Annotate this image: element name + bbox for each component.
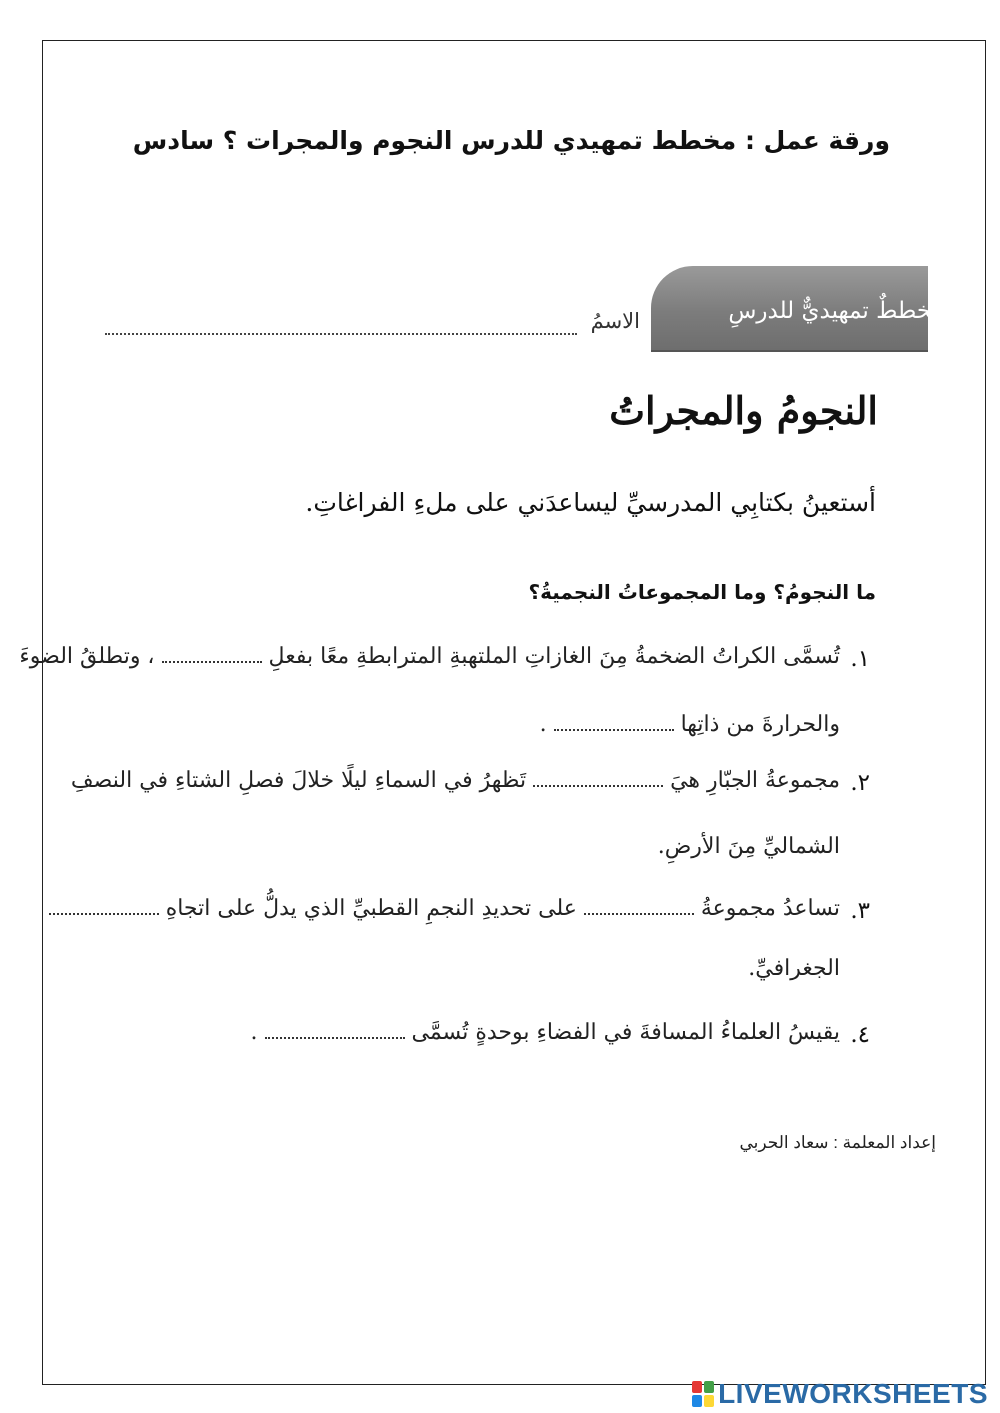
item-text: تساعدُ مجموعةُ <box>700 896 840 921</box>
item-text: يقيسُ العلماءُ المسافةَ في الفضاءِ بوحدةٍ تُسمَّى <box>411 1020 840 1045</box>
logo-square <box>692 1381 702 1393</box>
item-text: على تحديدِ النجمِ القطبيِّ الذي يدلُّ على اتجاهِ <box>165 896 577 921</box>
item-1-line-1 <box>19 644 840 669</box>
item-number: ٢. <box>850 770 870 796</box>
item-4-line-1 <box>251 1020 840 1045</box>
item-text: . <box>250 1020 258 1045</box>
logo-mark-icon <box>692 1381 714 1407</box>
item-number: ١. <box>850 646 870 672</box>
item-number: ٤. <box>850 1022 870 1048</box>
item-text: والحرارةَ من ذاتِها <box>680 712 840 737</box>
banner-label: مخططٌ تمهيديٌّ للدرسِ <box>728 298 944 324</box>
item-1-line-2 <box>540 712 840 737</box>
worksheet-title: ورقة عمل : مخطط تمهيدي للدرس النجوم والمجرات ؟ سادس <box>132 126 890 155</box>
teacher-credit: إعداد المعلمة : سعاد الحربي <box>739 1133 936 1152</box>
name-label: الاسمُ <box>590 309 640 333</box>
item-text: تَظهرُ في السماءِ ليلًا خلالَ فصلِ الشتاءِ في النصفِ <box>70 768 527 793</box>
item-number: ٣. <box>850 898 870 924</box>
answer-blank[interactable] <box>49 909 159 915</box>
item-text: الشماليِّ مِنَ الأرضِ. <box>657 834 840 859</box>
item-3-line-1 <box>49 896 840 921</box>
item-text: ، وتطلقُ الضوءَ <box>19 644 155 669</box>
item-text: تُسمَّى الكراتُ الضخمةُ مِنَ الغازاتِ الملتهبةِ المترابطةِ معًا بفعلِ <box>268 644 840 669</box>
answer-blank[interactable] <box>533 781 663 787</box>
answer-blank[interactable] <box>162 657 262 663</box>
logo-square <box>692 1395 702 1407</box>
item-text: . <box>539 712 547 737</box>
name-input-line[interactable] <box>105 333 577 335</box>
logo-square <box>704 1381 714 1393</box>
item-2-line-2 <box>658 834 840 859</box>
item-text: مجموعةُ الجبّارِ هيَ <box>670 768 840 793</box>
lesson-title: النجومُ والمجراتُ <box>609 388 878 433</box>
section-question: ما النجومُ؟ وما المجموعاتُ النجميةُ؟ <box>528 580 876 604</box>
answer-blank[interactable] <box>554 725 674 731</box>
logo-text: LIVEWORKSHEETS <box>718 1378 988 1409</box>
item-3-line-2 <box>748 956 840 981</box>
item-2-line-1 <box>71 768 840 793</box>
logo-square <box>704 1395 714 1407</box>
instructions: أستعينُ بكتابِي المدرسيِّ ليساعدَني على ملءِ الفراغاتِ. <box>305 488 876 517</box>
page-border <box>42 40 986 1385</box>
liveworksheets-logo[interactable] <box>692 1378 988 1410</box>
answer-blank[interactable] <box>584 909 694 915</box>
item-text: الجغرافيِّ. <box>748 956 840 981</box>
answer-blank[interactable] <box>265 1033 405 1039</box>
